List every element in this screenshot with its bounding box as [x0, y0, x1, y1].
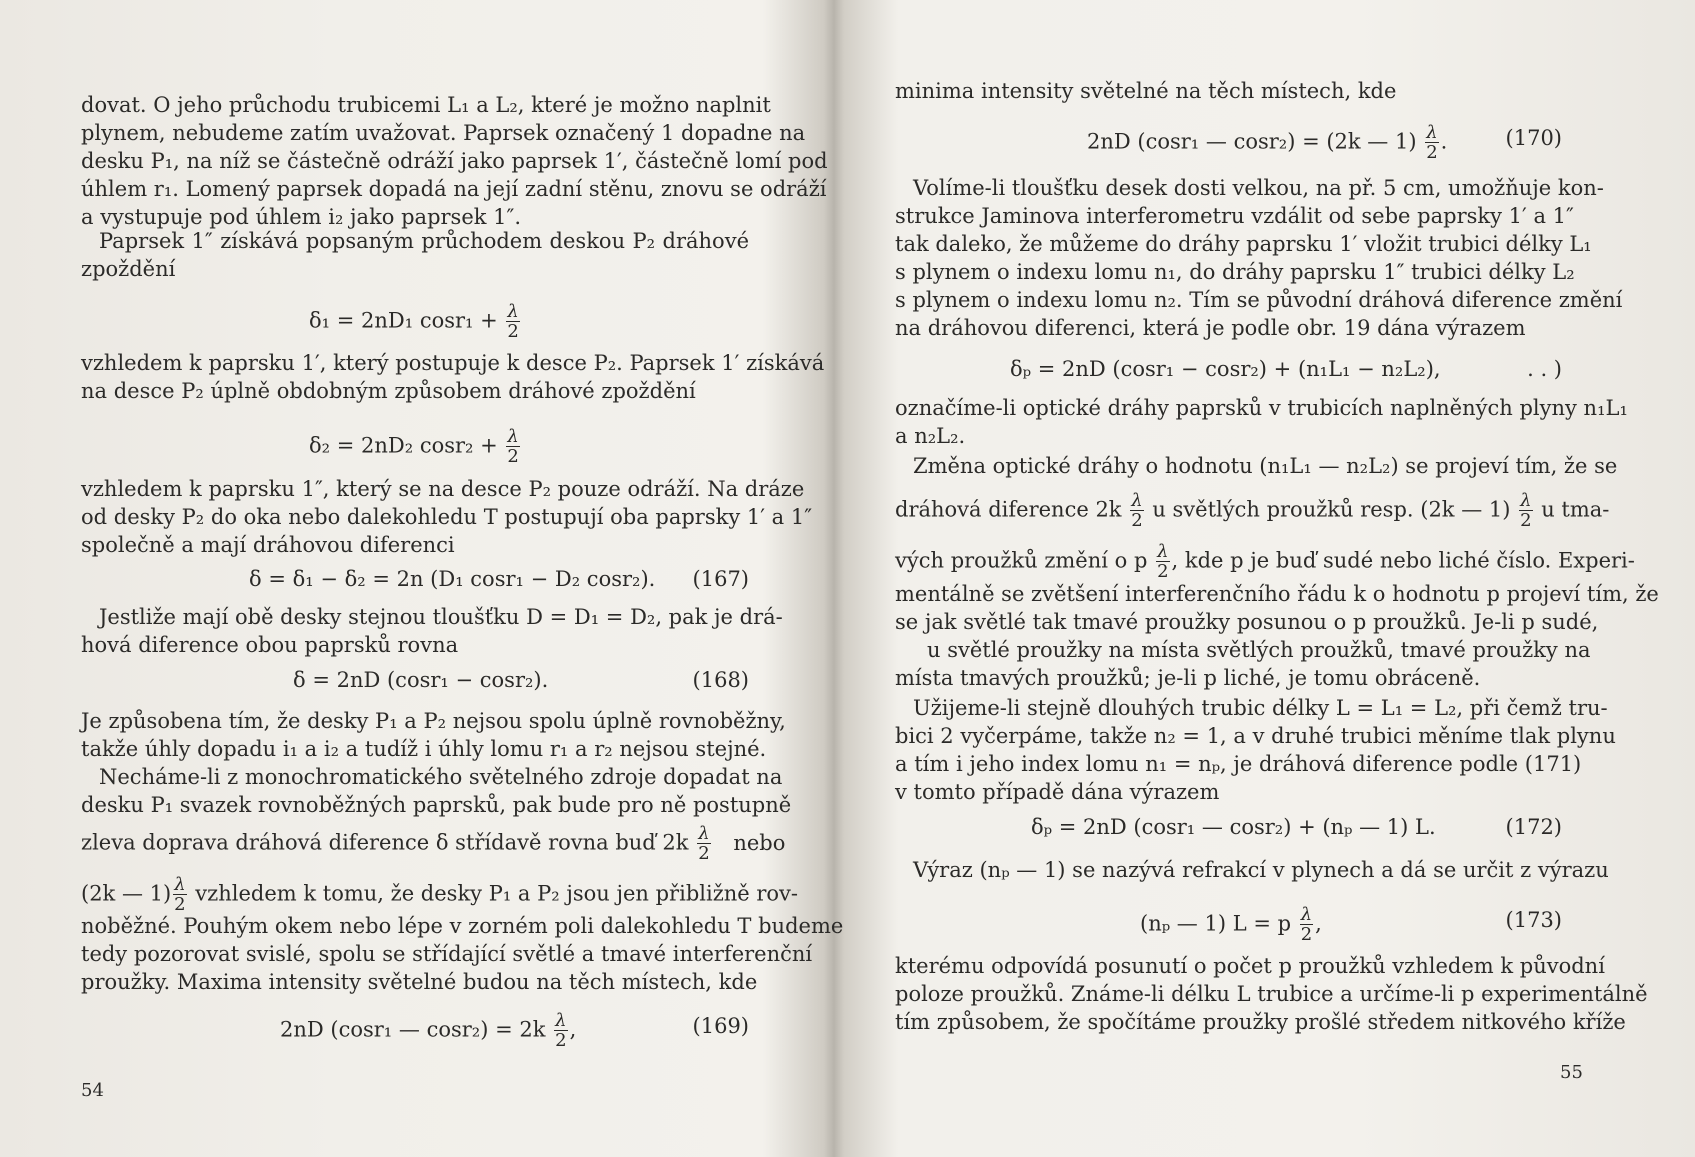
text-line: společně a mají dráhovou diferenci: [81, 533, 455, 557]
fraction: [506, 303, 519, 341]
fraction: [1156, 543, 1169, 581]
text-line: tím způsobem, že spočítáme proužky prošlé středem nitkového kříže: [895, 1010, 1626, 1034]
text-line: tedy pozorovat svislé, spolu se střídající světlé a tmavé interferenční: [81, 942, 813, 966]
text-segment: vzhledem k tomu, že desky P₁ a P₂ jsou jen přibližně rov-: [195, 881, 799, 906]
text-line: Je způsobena tím, že desky P₁ a P₂ nejsou spolu úplně rovnoběžny,: [81, 709, 786, 733]
text-line: plynem, nebudeme zatím uvažovat. Paprsek označený 1 dopadne na: [81, 121, 806, 145]
equation-number: (168): [692, 668, 749, 692]
fraction-denominator: 2: [698, 843, 710, 864]
equation-text: δ = δ₁ − δ₂ = 2n (D₁ cosr₁ − D₂ cosr₂).: [249, 567, 656, 591]
text-line-with-fraction: [895, 541, 1635, 582]
text-line: označíme-li optické dráhy paprsků v trubicích naplněných plyny n₁L₁: [895, 396, 1628, 420]
text-line: poloze proužků. Známe-li délku L trubice a určíme-li p experimentálně: [895, 982, 1648, 1006]
left-page: dovat. O jeho průchodu trubicemi L₁ a L₂, které je možno naplnit plynem, nebudeme zatím uvažovat. Paprsek označený 1 dopadne na desku P₁, na níž se částečně odráží jako paprsek 1′, částečně lomí pod úhlem r₁. Lomený paprsek dopadá na její zadní stěnu, znovu se odráží a vystupuje pod úhlem i₂ jako paprsek 1″. Paprsek 1″ získává popsaným průchodem deskou P₂ dráhové zpoždění δ₁ = 2nD₁ cosr₁ + $\frac{\lambda}{2}$ vzhledem k paprsku 1′, který postupuje k desce P₂. Paprsek 1′ získává na desce P₂ úplně obdobným způsobem dráhové zpoždění δ₂ = 2nD₂ cosr₂ + $\frac{\lambda}{2}$ vzhledem k paprsku 1″, který se na desce P₂ pouze odráží. Na dráze od desky P₂ do oka nebo dalekohledu T postupují oba paprsky 1′ a 1″ společně a mají dráhovou diferenci δ = δ₁ − δ₂ = 2n (D₁ cosr₁ − D₂ cosr₂). (167) Jestliže mají obě desky stejnou tloušťku D = D₁ = D₂, pak je drá- hová diference obou paprsků rovna δ = 2nD (cosr₁ − cosr₂). (168) Je způsobena tím, že desky P₁ a P₂ nejsou spolu úplně rovnoběžny, takže úhly dopadu i₁ a i₂ a tudíž i úhly lomu r₁ a r₂ nejsou stejné. Necháme-li z monochromatického světelného zdroje dopadat na desku P₁ svazek rovnoběžných paprsků, pak bude pro ně postupně zleva doprava dráhová diference δ střídavě rovna buď 2k $\frac{\lambda}{2}$ nebo (2k — 1) $\frac{\lambda}{2}$ vzhledem k tomu, že desky P₁ a P₂ jsou jen přibližně rov- noběžné. Pouhým okem nebo lépe v zorném poli dalekohledu T budeme tedy pozorovat svislé, spolu se střídající světlé a tmavé interferenční proužky. Maxima intensity světelné budou na těch místech, kde 2nD (cosr₁ — cosr₂) = 2k $\frac{\lambda}{2}$ , (169) 54: [81, 93, 844, 1101]
fraction-denominator: 2: [507, 321, 519, 342]
equation-number: (170): [1505, 126, 1562, 150]
fraction: [173, 876, 186, 914]
equation-number: (169): [692, 1014, 749, 1038]
text-line: se jak světlé tak tmavé proužky posunou o p proužků. Je-li p sudé,: [895, 610, 1599, 634]
text-line: takže úhly dopadu i₁ a i₂ a tudíž i úhly lomu r₁ a r₂ nejsou stejné.: [81, 737, 767, 761]
fraction-denominator: 2: [1157, 561, 1169, 582]
text-line: Užijeme-li stejně dlouhých trubic délky L = L₁ = L₂, při čemž tru-: [913, 696, 1608, 720]
fraction-denominator: 2: [1131, 510, 1143, 531]
text-line: noběžné. Pouhým okem nebo lépe v zorném poli dalekohledu T budeme: [81, 914, 844, 938]
fraction: [1130, 492, 1143, 530]
text-line: Necháme-li z monochromatického světelného zdroje dopadat na: [99, 765, 783, 789]
text-segment: zleva doprava dráhová diference δ střídavě rovna buď 2k: [81, 830, 689, 855]
fraction: [506, 428, 519, 466]
text-line: a vystupuje pod úhlem i₂ jako paprsek 1″.: [81, 205, 522, 229]
equation-text: 2nD (cosr₁ — cosr₂) = (2k — 1): [1087, 129, 1417, 154]
text-line: na dráhovou diferenci, která je podle obr. 19 dána výrazem: [895, 316, 1526, 340]
equation-text: δ₁ = 2nD₁ cosr₁ +: [309, 308, 498, 333]
text-line: v tomto případě dána výrazem: [895, 780, 1220, 804]
equation-text: 2nD (cosr₁ — cosr₂) = 2k: [280, 1017, 546, 1042]
text-line: u světlé proužky na místa světlých proužků, tmavé proužky na: [927, 638, 1591, 662]
text-line: Změna optické dráhy o hodnotu (n₁L₁ — n₂L₂) se projeví tím, že se: [913, 454, 1618, 478]
text-line: od desky P₂ do oka nebo dalekohledu T postupují oba paprsky 1′ a 1″: [81, 505, 813, 529]
equation-text: (nₚ — 1) L = p: [1140, 911, 1292, 936]
right-page: minima intensity světelné na těch místech, kde 2nD (cosr₁ — cosr₂) = (2k — 1) $\frac{\lambda}{2}$ . (170) Volíme-li tloušťku desek dosti velkou, na př. 5 cm, umožňuje kon- strukce Jaminova interferometru vzdálit od sebe paprsky 1′ a 1″ tak daleko, že můžeme do dráhy paprsku 1′ vložit trubici délky L₁ s plynem o indexu lomu n₁, do dráhy paprsku 1″ trubici délky L₂ s plynem o indexu lomu n₂. Tím se původní dráhová diference změní na dráhovou diferenci, která je podle obr. 19 dána výrazem δₚ = 2nD (cosr₁ − cosr₂) + (n₁L₁ − n₂L₂), . . ) označíme-li optické dráhy paprsků v trubicích naplněných plyny n₁L₁ a n₂L₂. Změna optické dráhy o hodnotu (n₁L₁ — n₂L₂) se projeví tím, že se dráhová diference 2k $\frac{\lambda}{2}$ u světlých proužků resp. (2k — 1) $\frac{\lambda}{2}$ u tma- vých proužků změní o p $\frac{\lambda}{2}$ , kde p je buď sudé nebo liché číslo. Experi- mentálně se zvětšení interferenčního řádu k o hodnotu p projeví tím, že se jak světlé tak tmavé proužky posunou o p proužků. Je-li p sudé, u světlé proužky na místa světlých proužků, tmavé proužky na místa tmavých proužků; je-li p liché, je tomu obráceně. Užijeme-li stejně dlouhých trubic délky L = L₁ = L₂, při čemž tru- bici 2 vyčerpáme, takže n₂ = 1, a v druhé trubici měníme tlak plynu a tím i jeho index lomu n₁ = nₚ, je dráhová diference podle (171) v tomto případě dána výrazem δₚ = 2nD (cosr₁ — cosr₂) + (nₚ — 1) L. (172) Výraz (nₚ — 1) se nazývá refrakcí v plynech a dá se určit z výrazu (nₚ — 1) L = p $\frac{\lambda}{2}$ , (173) kterému odpovídá posunutí o počet p proužků vzhledem k původní poloze proužků. Známe-li délku L trubice a určíme-li p experimentálně tím způsobem, že spočítáme proužky prošlé středem nitkového kříže 55: [895, 79, 1659, 1083]
fraction: [697, 825, 710, 863]
text-line: zpoždění: [81, 257, 176, 281]
equation-number: (173): [1505, 908, 1562, 932]
text-line: s plynem o indexu lomu n₂. Tím se původní dráhová diference změní: [895, 288, 1623, 312]
text-line-with-fraction: [895, 490, 1610, 531]
text-line: mentálně se zvětšení interferenčního řádu k o hodnotu p projeví tím, že: [895, 582, 1659, 606]
fraction-numerator: λ: [507, 426, 519, 447]
text-line: desku P₁ svazek rovnoběžných paprsků, pak bude pro ně postupně: [81, 793, 792, 817]
fraction-numerator: λ: [555, 1010, 567, 1031]
fraction-denominator: 2: [174, 894, 186, 915]
text-segment: (2k — 1): [81, 881, 172, 906]
equation-text: δ₂ = 2nD₂ cosr₂ +: [309, 433, 498, 458]
fraction-denominator: 2: [1300, 924, 1313, 945]
fraction-numerator: λ: [507, 301, 519, 322]
text-segment: u světlých proužků resp. (2k — 1): [1152, 497, 1511, 522]
fraction-numerator: λ: [1520, 490, 1532, 511]
fraction: [1519, 492, 1532, 530]
equation-number: (172): [1505, 815, 1562, 839]
text-line: s plynem o indexu lomu n₁, do dráhy paprsku 1″ trubici délky L₂: [895, 260, 1575, 284]
text-line-with-fraction: [81, 823, 786, 864]
text-line: na desce P₂ úplně obdobným způsobem dráhové zpoždění: [81, 379, 696, 403]
text-line: Paprsek 1″ získává popsaným průchodem deskou P₂ dráhové: [99, 229, 749, 253]
fraction-denominator: 2: [1426, 142, 1438, 163]
text-segment: vých proužků změní o p: [895, 548, 1148, 573]
equation-text: δₚ = 2nD (cosr₁ — cosr₂) + (nₚ — 1) L.: [1031, 815, 1436, 839]
equation-text: δ = 2nD (cosr₁ − cosr₂).: [293, 668, 549, 692]
equation-text: δₚ = 2nD (cosr₁ − cosr₂) + (n₁L₁ − n₂L₂),: [1010, 357, 1441, 381]
text-line: tak daleko, že můžeme do dráhy paprsku 1′ vložit trubici délky L₁: [895, 232, 1592, 256]
text-line-with-fraction: [81, 874, 799, 915]
text-line: hová diference obou paprsků rovna: [81, 633, 459, 657]
fraction-denominator: 2: [555, 1030, 567, 1051]
text-line: a tím i jeho index lomu n₁ = nₚ, je dráhová diference podle (171): [895, 752, 1582, 776]
fraction-numerator: λ: [1131, 490, 1143, 511]
fraction-numerator: λ: [1426, 122, 1438, 143]
text-line: bici 2 vyčerpáme, takže n₂ = 1, a v druhé trubici měníme tlak plynu: [895, 724, 1616, 748]
fraction-numerator: λ: [698, 823, 710, 844]
fraction: [1425, 124, 1438, 162]
text-line: dovat. O jeho průchodu trubicemi L₁ a L₂, které je možno naplnit: [81, 93, 771, 117]
fraction-denominator: 2: [1520, 510, 1532, 531]
text-segment: nebo: [733, 830, 786, 855]
text-line: místa tmavých proužků; je-li p liché, je tomu obráceně.: [895, 666, 1481, 690]
text-line: minima intensity světelné na těch místech, kde: [895, 79, 1397, 103]
text-line: úhlem r₁. Lomený paprsek dopadá na její zadní stěnu, znovu se odráží: [81, 177, 827, 201]
text-line: desku P₁, na níž se částečně odráží jako paprsek 1′, částečně lomí pod: [81, 149, 828, 173]
text-segment: dráhová diference 2k: [895, 497, 1122, 522]
text-segment: u tma-: [1541, 497, 1610, 522]
fraction: [1300, 906, 1313, 944]
text-line: Volíme-li tloušťku desek dosti velkou, na př. 5 cm, umožňuje kon-: [913, 176, 1604, 200]
fraction-denominator: 2: [507, 446, 519, 467]
text-segment: , kde p je buď sudé nebo liché číslo. Experi-: [1171, 548, 1635, 573]
page-number: 55: [1560, 1062, 1583, 1083]
text-line: Jestliže mají obě desky stejnou tloušťku D = D₁ = D₂, pak je drá-: [99, 605, 783, 629]
text-line: vzhledem k paprsku 1′, který postupuje k desce P₂. Paprsek 1′ získává: [81, 351, 825, 375]
fraction-numerator: λ: [1300, 904, 1313, 925]
fraction: [554, 1012, 567, 1050]
text-line: a n₂L₂.: [895, 424, 966, 448]
text-line: strukce Jaminova interferometru vzdálit od sebe paprsky 1′ a 1″: [895, 204, 1574, 228]
fraction-numerator: λ: [1157, 541, 1169, 562]
text-line: vzhledem k paprsku 1″, který se na desce P₂ pouze odráží. Na dráze: [81, 477, 805, 501]
text-line: proužky. Maxima intensity světelné budou na těch místech, kde: [81, 970, 758, 994]
equation-number: . . ): [1527, 357, 1562, 381]
page-number: 54: [81, 1080, 104, 1101]
text-line: kterému odpovídá posunutí o počet p proužků vzhledem k původní: [895, 954, 1605, 978]
equation-number: (167): [692, 567, 749, 591]
text-line: Výraz (nₚ — 1) se nazývá refrakcí v plynech a dá se určit z výrazu: [913, 858, 1609, 882]
fraction-numerator: λ: [174, 874, 186, 895]
